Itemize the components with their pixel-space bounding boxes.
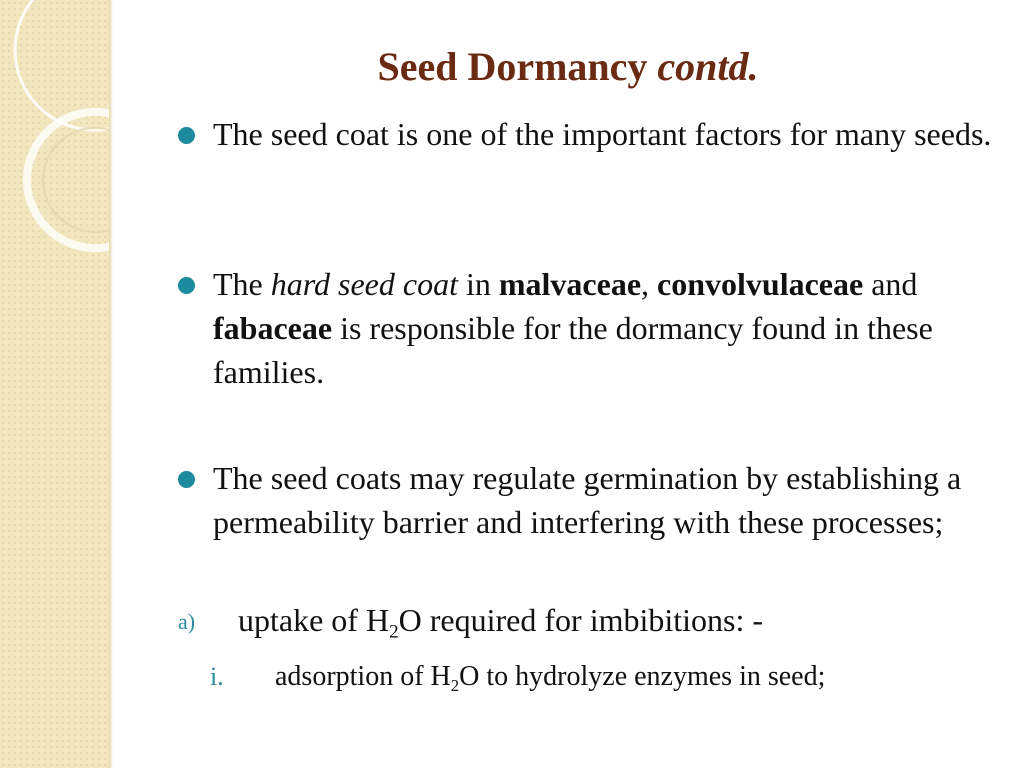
- side-band-edge: [109, 0, 113, 768]
- family-convolvulaceae: convolvulaceae: [657, 266, 864, 302]
- title-italic: contd.: [657, 44, 759, 89]
- list-marker-a: a): [178, 609, 196, 634]
- slide-title: [112, 40, 1024, 94]
- title-text: Seed Dormancy: [377, 44, 648, 89]
- bullet-hard-seed-coat: [178, 262, 998, 394]
- bullet-dot-icon: [178, 471, 195, 488]
- text-run: O required for imbibitions: -: [398, 602, 764, 638]
- text-run: and: [863, 266, 918, 302]
- bullet-text: The seed coat is one of the important factors for many seeds.: [213, 116, 992, 152]
- bullet-dot-icon: [178, 127, 195, 144]
- family-malvaceae: malvaceae: [498, 266, 642, 302]
- text-run: in: [457, 266, 499, 302]
- bullet-regulate-germination: [178, 456, 998, 544]
- subscript: 2: [450, 675, 460, 695]
- decorative-circles: [0, 0, 112, 768]
- bullet-text: [213, 262, 998, 394]
- decorative-side-band: [0, 0, 112, 768]
- text-run: is responsible for the dormancy found in these families.: [213, 310, 933, 390]
- list-marker-i: i.: [210, 662, 224, 691]
- text-run: O to hydrolyze enzymes in seed;: [459, 661, 826, 692]
- text-run: ,: [641, 266, 658, 302]
- item-i-text: [275, 658, 825, 696]
- emphasis-hard-seed-coat: hard seed coat: [270, 266, 458, 302]
- bullet-seed-coat: [178, 112, 998, 156]
- item-a-text: [238, 598, 763, 642]
- text-run: adsorption of H: [275, 661, 451, 692]
- text-run: The: [213, 266, 271, 302]
- family-fabaceae: fabaceae: [213, 310, 333, 346]
- text-run: uptake of H: [238, 602, 390, 638]
- bullet-dot-icon: [178, 277, 195, 294]
- subscript: 2: [389, 621, 399, 643]
- bullet-text: The seed coats may regulate germination by establishing a permeability barrier and interfering with these processes;: [213, 460, 962, 540]
